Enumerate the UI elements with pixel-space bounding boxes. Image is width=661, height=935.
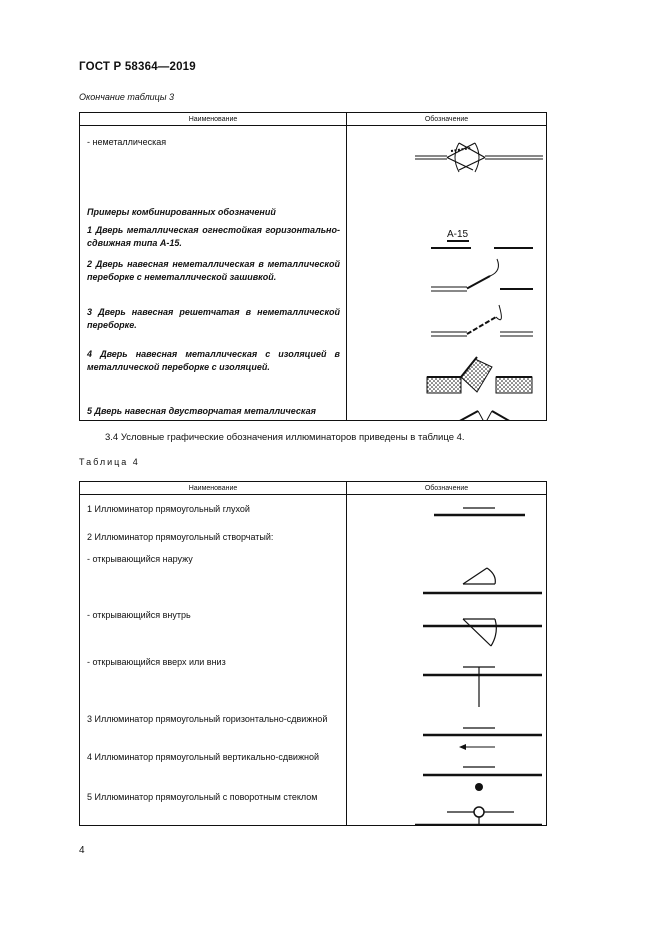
table3-header-symbol: Обозначение <box>347 113 547 126</box>
table3-row-combined-examples: Примеры комбинированных обозначений <box>87 207 276 217</box>
table3-symbol-cell <box>347 126 547 421</box>
fixed-porthole-symbol <box>434 508 525 515</box>
page-number: 4 <box>79 845 85 856</box>
updown-opening-symbol <box>423 667 542 707</box>
table4-row-2: 2 Иллюминатор прямоугольный створчатый: <box>87 532 274 542</box>
table4-symbols <box>347 495 547 825</box>
inward-opening-symbol <box>423 619 542 646</box>
vertical-sliding-symbol <box>423 767 542 791</box>
pivot-glass-symbol <box>415 807 542 825</box>
hinged-door-nonmetal-symbol <box>431 259 533 291</box>
double-leaf-door-symbol <box>431 411 537 420</box>
document-title: ГОСТ Р 58364—2019 <box>79 61 196 73</box>
outward-opening-symbol <box>423 568 542 593</box>
table3 <box>79 112 547 421</box>
table4-caption: Таблица 4 <box>79 457 140 467</box>
table4-row-2-outward: - открывающийся наружу <box>87 554 193 564</box>
table3-symbols <box>347 126 547 420</box>
insulated-door-symbol <box>427 357 532 393</box>
horizontal-sliding-symbol <box>423 728 542 750</box>
table4-row-2-inward: - открывающийся внутрь <box>87 610 191 620</box>
table4-header-symbol: Обозначение <box>347 482 547 495</box>
table4 <box>79 481 547 826</box>
paragraph-3-4: 3.4 Условные графические обозначения иллюминаторов приведены в таблице 4. <box>105 432 465 443</box>
nonmetallic-door-symbol <box>415 143 543 172</box>
table4-row-4: 4 Иллюминатор прямоугольный вертикально-сдвижной <box>87 752 319 762</box>
table3-row-4: 4 Дверь навесная металлическая с изоляцией в металлической переборке с изоляцией. <box>87 349 340 372</box>
table3-row-2: 2 Дверь навесная неметаллическая в металлической переборке с неметаллической зашивкой. <box>87 259 340 282</box>
table4-symbol-cell <box>347 495 547 826</box>
table4-row-2-updown: - открывающийся вверх или вниз <box>87 657 226 667</box>
table3-row-5: 5 Дверь навесная двустворчатая металлическая <box>87 406 316 416</box>
table3-row-nonmetallic: - неметаллическая <box>87 137 167 147</box>
table3-header-name: Наименование <box>80 113 347 126</box>
lattice-door-symbol <box>431 305 533 336</box>
table4-name-cell <box>80 495 347 826</box>
table4-row-5: 5 Иллюминатор прямоугольный с поворотным стеклом <box>87 792 318 802</box>
table4-row-3: 3 Иллюминатор прямоугольный горизонтально-сдвижной <box>87 714 328 724</box>
table4-header-name: Наименование <box>80 482 347 495</box>
table3-row-1: 1 Дверь металлическая огнестойкая горизонтально-сдвижная типа А-15. <box>87 225 340 248</box>
sliding-fire-door-symbol <box>431 241 533 248</box>
table3-row-3: 3 Дверь навесная решетчатая в неметаллической переборке. <box>87 307 340 330</box>
a15-label: А-15 <box>447 229 469 240</box>
table3-name-cell <box>80 126 347 421</box>
table3-caption: Окончание таблицы 3 <box>79 92 174 102</box>
table4-row-1: 1 Иллюминатор прямоугольный глухой <box>87 504 250 514</box>
